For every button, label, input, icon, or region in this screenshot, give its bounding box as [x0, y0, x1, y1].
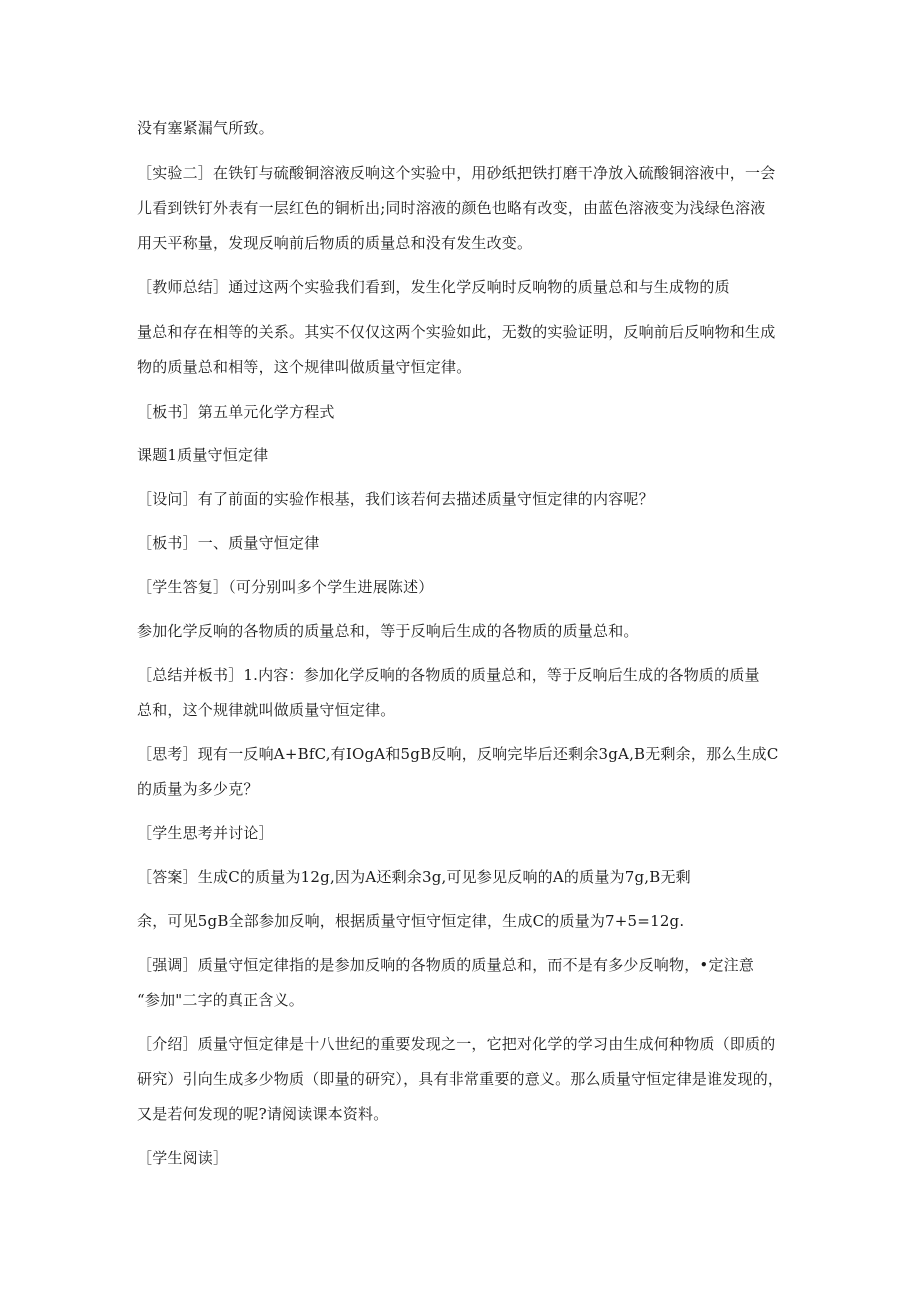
- text-line: ［学生阅读］: [137, 1149, 229, 1167]
- text-line: ［教师总结］通过这两个实验我们看到，发生化学反响时反响物的质量总和与生成物的质: [137, 278, 730, 296]
- text-line: ［学生思考并讨论］: [137, 824, 274, 842]
- text-line: ［强调］质量守恒定律指的是参加反响的各物质的质量总和，而不是有多少反响物，•定注意: [137, 956, 755, 974]
- text-line: 参加化学反响的各物质的质量总和，等于反响后生成的各物质的质量总和。: [137, 622, 639, 640]
- text-line: 课题1质量守恒定律: [137, 446, 269, 464]
- text-line: “参加"二字的真正含义。: [137, 991, 304, 1009]
- text-line: 又是若何发现的呢?请阅读课本资料。: [137, 1105, 389, 1123]
- text-line: 余，可见5gB全部参加反响，根据质量守恒守恒定律，生成C的质量为7+5=12g.: [137, 912, 685, 930]
- text-line: 量总和存在相等的关系。其实不仅仅这两个实验如此，无数的实验证明，反响前后反响物和生成: [137, 323, 776, 341]
- text-line: ［总结并板书］1.内容：参加化学反响的各物质的质量总和，等于反响后生成的各物质的质量: [137, 666, 760, 684]
- text-line: ［设问］有了前面的实验作根基，我们该若何去描述质量守恒定律的内容呢？: [137, 490, 654, 508]
- text-line: 总和，这个规律就叫做质量守恒定律。: [137, 701, 396, 719]
- text-line: ［答案］生成C的质量为12g,因为A还剩余3g,可见参见反响的A的质量为7g,B无剩: [137, 868, 691, 886]
- text-line: ［板书］一、质量守恒定律: [137, 534, 320, 552]
- text-line: 儿看到铁钉外表有一层红色的铜析出;同时溶液的颜色也略有改变，由蓝色溶液变为浅绿色溶液: [137, 199, 766, 217]
- text-line: ［板书］第五单元化学方程式: [137, 403, 335, 421]
- text-line: ［思考］现有一反响A+BfC,有IOgA和5gB反响，反响完毕后还剩余3gA,B无剩余，那么生成C: [137, 745, 779, 763]
- text-line: 用天平称量，发现反响前后物质的质量总和没有发生改变。: [137, 234, 533, 252]
- text-line: 研究）引向生成多少物质（即量的研究），具有非常重要的意义。那么质量守恒定律是谁发现的，: [137, 1070, 784, 1088]
- text-line: 没有塞紧漏气所致。: [137, 119, 274, 137]
- text-line: 物的质量总和相等，这个规律叫做质量守恒定律。: [137, 358, 472, 376]
- text-line: ［实验二］在铁钉与硫酸铜溶液反响这个实验中，用砂纸把铁打磨干净放入硫酸铜溶液中，一会: [137, 164, 776, 182]
- text-line: 的质量为多少克？: [137, 780, 259, 798]
- text-line: ［学生答复］（可分别叫多个学生进展陈述）: [137, 578, 434, 596]
- text-line: ［介绍］质量守恒定律是十八世纪的重要发现之一，它把对化学的学习由生成何种物质（即质的: [137, 1035, 776, 1053]
